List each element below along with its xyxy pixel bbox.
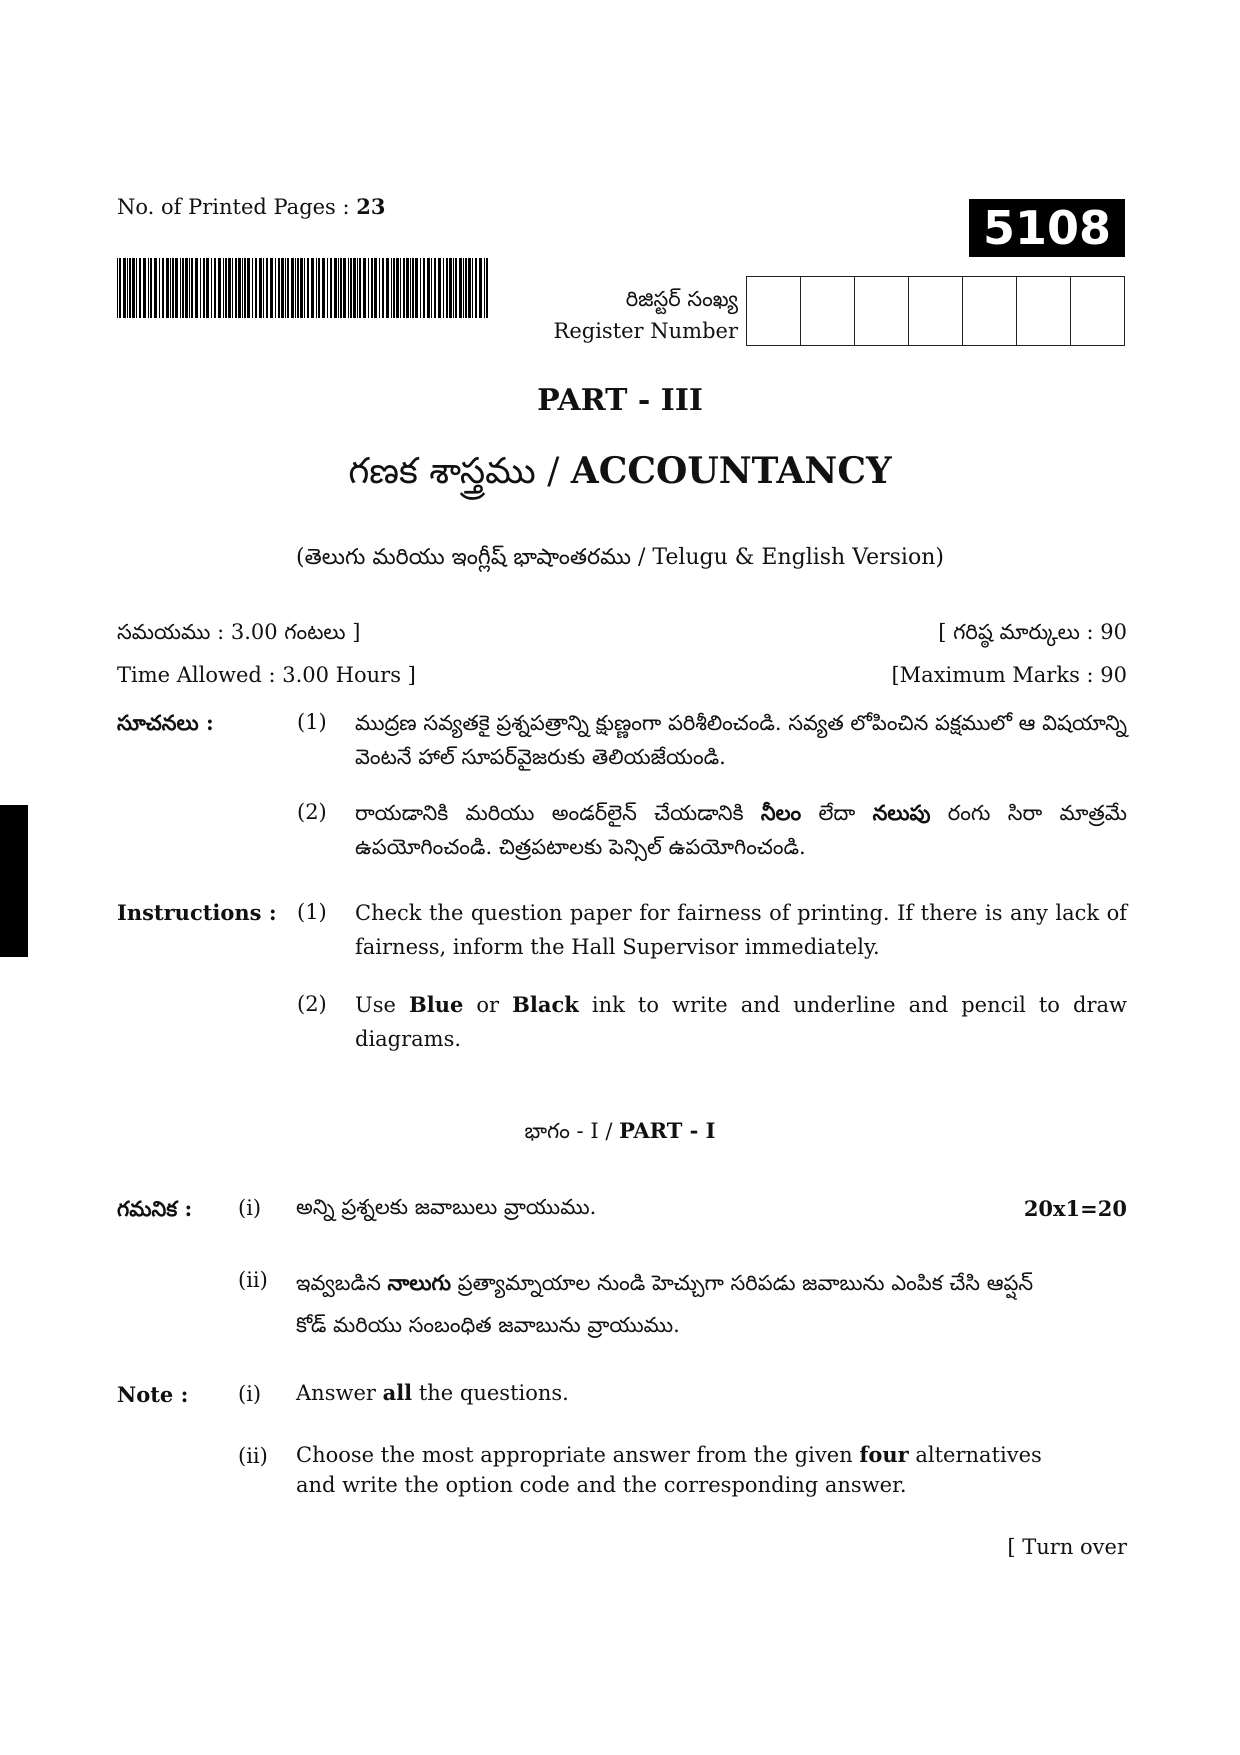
- register-box: [1016, 276, 1070, 346]
- barcode-bar: [431, 258, 432, 318]
- barcode-bar: [472, 258, 473, 318]
- suchanalu-1-num: (1): [297, 710, 327, 734]
- register-number-boxes: [746, 276, 1125, 346]
- version-line: (తెలుగు మరియు ఇంగ్లీష్ భాషాంతరము / Telugu & English Version): [296, 545, 944, 570]
- part-title: PART - III: [537, 383, 703, 418]
- barcode-bar: [148, 258, 149, 318]
- barcode-bar: [449, 258, 452, 318]
- subject-title: [0, 450, 1240, 501]
- barcode-bar: [117, 258, 118, 318]
- barcode-bar: [185, 258, 188, 318]
- barcode-bar: [330, 258, 332, 318]
- barcode-bar: [162, 258, 164, 318]
- section-english: PART - I: [619, 1118, 716, 1143]
- barcode-bar: [343, 258, 346, 318]
- barcode-bar: [371, 258, 373, 318]
- subject-english: ACCOUNTANCY: [570, 450, 892, 492]
- register-box: [800, 276, 854, 346]
- barcode-bar: [119, 258, 121, 318]
- barcode-bar: [475, 258, 477, 318]
- barcode-bar: [420, 258, 421, 318]
- barcode-bar: [266, 258, 268, 318]
- instructions-1-num: (1): [297, 900, 327, 924]
- barcode-bar: [172, 258, 174, 318]
- time-english: Time Allowed : 3.00 Hours ]: [117, 663, 416, 687]
- note-label: Note :: [117, 1382, 189, 1407]
- barcode-bar: [368, 258, 369, 318]
- barcode-bar: [244, 258, 246, 318]
- marks-summary: 20x1=20: [1023, 1196, 1127, 1221]
- gamanika-i-text: అన్ని ప్రశ్నలకు జవాబులు వ్రాయుము.: [296, 1195, 597, 1219]
- barcode-bar: [259, 258, 262, 318]
- barcode-bar: [316, 258, 317, 318]
- section-heading: భాగం - I / PART - I: [524, 1118, 716, 1143]
- barcode-bar: [350, 258, 352, 318]
- register-box: [908, 276, 962, 346]
- register-label-english: Register Number: [553, 319, 738, 343]
- barcode-bar: [287, 258, 289, 318]
- barcode-bar: [275, 258, 276, 318]
- barcode-bar: [393, 258, 395, 318]
- margin-mark: [0, 805, 28, 957]
- gamanika-i-num: (i): [238, 1196, 262, 1220]
- barcode-bar: [379, 258, 380, 318]
- barcode-bar: [223, 258, 224, 318]
- barcode-bar: [465, 258, 467, 318]
- barcode-bar: [189, 258, 190, 318]
- barcode-bar: [281, 258, 284, 318]
- barcode-bar: [170, 258, 171, 318]
- telugu-instructions: [117, 710, 1127, 880]
- barcode-bar: [338, 258, 339, 318]
- barcode-bar: [203, 258, 205, 318]
- barcode-bar: [382, 258, 384, 318]
- barcode-bar: [307, 258, 309, 318]
- barcode-bar: [453, 258, 454, 318]
- barcode-bar: [139, 258, 141, 318]
- barcode-bar: [415, 258, 418, 318]
- barcode-bar: [348, 258, 349, 318]
- printed-pages-line: [117, 194, 386, 219]
- time-marks-english: [117, 663, 1127, 687]
- subject-separator: /: [547, 451, 560, 492]
- instructions-2-num: (2): [297, 992, 327, 1016]
- barcode-bar: [423, 258, 425, 318]
- english-note: [0, 1382, 1240, 1502]
- register-box: [962, 276, 1016, 346]
- barcode-bar: [468, 258, 471, 318]
- barcode-bar: [242, 258, 243, 318]
- subject-telugu: గణక శాస్త్రము: [348, 451, 536, 492]
- barcode-bar: [270, 258, 273, 318]
- barcode-bar: [334, 258, 337, 318]
- register-box: [1070, 276, 1125, 346]
- barcode-bar: [434, 258, 436, 318]
- barcode-bar: [195, 258, 198, 318]
- barcode-bar: [391, 258, 392, 318]
- register-number-label: [480, 283, 738, 347]
- barcode-bar: [410, 258, 411, 318]
- barcode-bar: [255, 258, 257, 318]
- barcode-bar: [278, 258, 280, 318]
- instructions-1-text: Check the question paper for fairness of printing. If there is any lack of fairness, inform the Hall Supervisor immediately.: [355, 901, 1127, 959]
- time-marks-telugu: [117, 620, 1127, 650]
- barcode-bar: [406, 258, 409, 318]
- note-ii-text: Choose the most appropriate answer from the given four alternatives and write the option code and the corresponding answer.: [296, 1442, 1042, 1497]
- barcode-bar: [191, 258, 193, 318]
- gamanika-label: గమనిక :: [117, 1196, 193, 1221]
- suchanalu-2-num: (2): [297, 800, 327, 824]
- paper-code: 5108: [969, 199, 1125, 257]
- barcode-bar: [443, 258, 444, 318]
- barcode-bar: [400, 258, 401, 318]
- gamanika-ii-text: ఇవ్వబడిన నాలుగు ప్రత్యామ్నాయాల నుండి హెచ్చుగా సరిపడు జవాబును ఎంపిక చేసి ఆప్షన్ కోడ్ మరియు సంబంధిత జవాబును వ్రాయుము.: [296, 1270, 1034, 1337]
- barcode-bar: [463, 258, 464, 318]
- barcode-bar: [427, 258, 430, 318]
- suchanalu-label: సూచనలు :: [117, 710, 214, 735]
- barcode-bar: [318, 258, 320, 318]
- register-box: [854, 276, 908, 346]
- barcode-bar: [446, 258, 448, 318]
- barcode-bar: [206, 258, 209, 318]
- barcode-bar: [291, 258, 294, 318]
- max-marks-english: [Maximum Marks : 90: [891, 663, 1127, 687]
- english-instructions: [117, 900, 1127, 1050]
- barcode-bar: [154, 258, 157, 318]
- barcode-bar: [403, 258, 405, 318]
- max-marks-telugu: [ గరిష్ఠ మార్కులు : 90: [938, 620, 1127, 644]
- barcode-bar: [180, 258, 181, 318]
- barcode-bar: [143, 258, 146, 318]
- barcode-bar: [182, 258, 184, 318]
- barcode-bar: [150, 258, 152, 318]
- barcode-bar: [438, 258, 441, 318]
- gamanika-ii-num: (ii): [238, 1268, 268, 1292]
- barcode-bar: [200, 258, 201, 318]
- barcode-bar: [295, 258, 296, 318]
- barcode-bar: [252, 258, 253, 318]
- barcode-bar: [311, 258, 314, 318]
- time-telugu: సమయము : 3.00 గంటలు ]: [117, 620, 361, 644]
- barcode-bar: [218, 258, 221, 318]
- barcode-bar: [132, 258, 135, 318]
- barcode-bar: [455, 258, 457, 318]
- barcode-bar: [232, 258, 233, 318]
- barcode-bar: [211, 258, 212, 318]
- register-label-telugu: రిజిస్టర్ సంఖ్య: [625, 287, 738, 311]
- barcode-bar: [159, 258, 160, 318]
- barcode-bar: [340, 258, 342, 318]
- barcode-bar: [363, 258, 366, 318]
- section-telugu: భాగం - I: [524, 1119, 599, 1143]
- turn-over: [ Turn over: [1007, 1535, 1127, 1559]
- barcode-bar: [175, 258, 178, 318]
- suchanalu-2-text: రాయడానికి మరియు అండర్‌లైన్ చేయడానికి నీలం లేదా నలుపు రంగు సిరా మాత్రమే ఉపయోగించండి. చిత్రపటాలకు పెన్సిల్ ఉపయోగించండి.: [355, 800, 1127, 859]
- barcode-bar: [238, 258, 241, 318]
- barcode-bar: [300, 258, 303, 318]
- barcode-bar: [297, 258, 299, 318]
- barcode-bar: [166, 258, 169, 318]
- barcode-bar: [322, 258, 325, 318]
- barcode-bar: [357, 258, 358, 318]
- suchanalu-1-text: ముద్రణ సవ్యతకై ప్రశ్నపత్రాన్ని క్షుణ్ణంగా పరిశీలించండి. సవ్యత లోపించిన పక్షములో ఆ విషయాన్ని వెంటనే హాల్ సూపర్‌వైజరుకు తెలియజేయండి.: [355, 711, 1128, 769]
- barcode-bar: [127, 258, 128, 318]
- barcode-bar: [136, 258, 137, 318]
- barcode-bar: [285, 258, 286, 318]
- printed-pages-label: No. of Printed Pages :: [117, 195, 350, 219]
- note-i-num: (i): [238, 1382, 262, 1406]
- printed-pages-value: 23: [356, 194, 386, 219]
- barcode: [117, 258, 492, 318]
- barcode-bar: [374, 258, 377, 318]
- barcode-bar: [396, 258, 399, 318]
- barcode-bar: [304, 258, 305, 318]
- barcode-bar: [129, 258, 131, 318]
- barcode-bar: [235, 258, 237, 318]
- barcode-bar: [228, 258, 231, 318]
- barcode-bar: [123, 258, 126, 318]
- barcode-bar: [263, 258, 264, 318]
- barcode-bar: [459, 258, 462, 318]
- barcode-bar: [359, 258, 361, 318]
- barcode-bar: [353, 258, 356, 318]
- instructions-2-text: Use Blue or Black ink to write and underline and pencil to draw diagrams.: [355, 992, 1127, 1051]
- barcode-bar: [214, 258, 216, 318]
- barcode-bar: [225, 258, 227, 318]
- register-box: [746, 276, 800, 346]
- barcode-bar: [412, 258, 414, 318]
- note-i-text: Answer all the questions.: [296, 1380, 569, 1405]
- barcode-bar: [327, 258, 328, 318]
- instructions-label: Instructions :: [117, 900, 277, 925]
- barcode-bar: [247, 258, 250, 318]
- note-ii-num: (ii): [238, 1444, 268, 1468]
- barcode-bar: [386, 258, 389, 318]
